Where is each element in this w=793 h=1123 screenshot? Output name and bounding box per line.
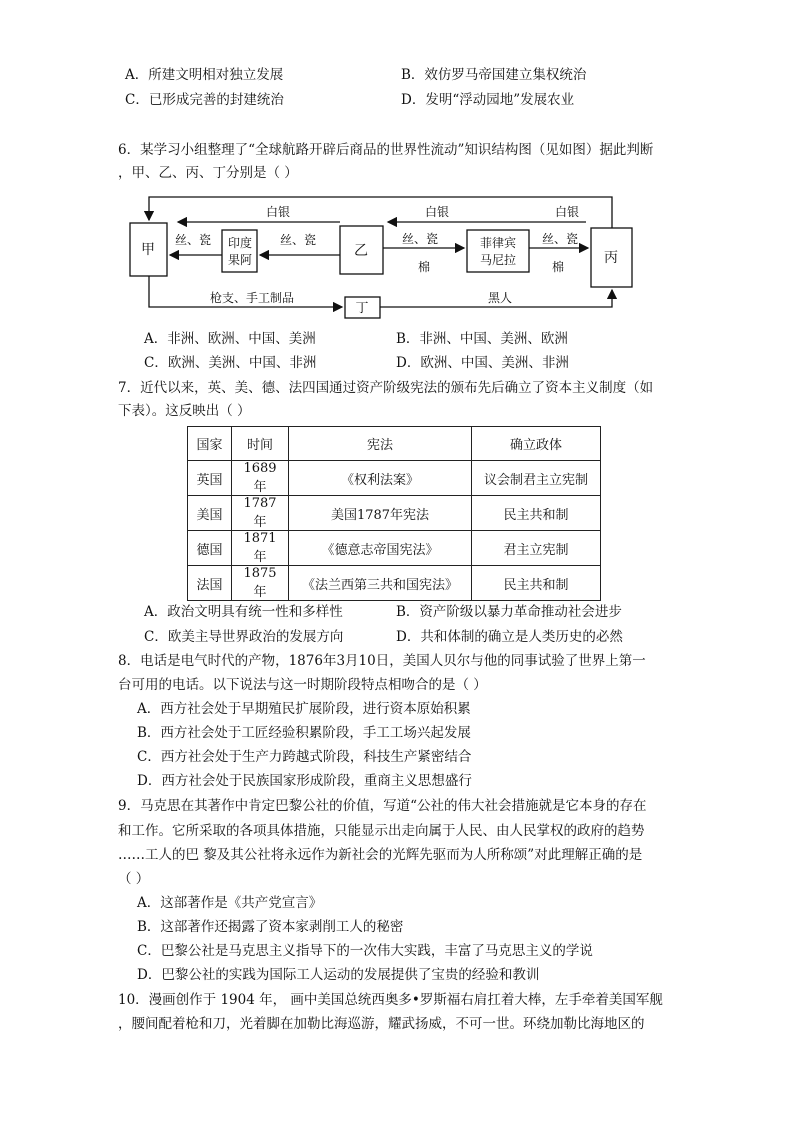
q9-option-d: D．巴黎公社的实践为国际工人运动的发展提供了宝贵的经验和教训 <box>137 967 540 983</box>
label-guns: 枪支、手工制品 <box>209 291 295 305</box>
label-silk-3: 丝、瓷 <box>401 232 439 246</box>
table-cell: 君主立宪制 <box>472 531 601 566</box>
q7-option-a: A．政治文明具有统一性和多样性 <box>144 604 343 620</box>
table-row <box>188 496 601 531</box>
label-jia: 甲 <box>141 242 155 258</box>
table-cell: 美国 <box>188 496 232 531</box>
table-cell: 民主共和制 <box>472 566 601 601</box>
table-cell: 民主共和制 <box>472 496 601 531</box>
q9-stem-line4: （ ） <box>118 871 150 887</box>
q8-stem-line1: 8．电话是电气时代的产物，1876年3月10日，美国人贝尔与他的同事试验了世界上第一 <box>118 653 646 669</box>
table-cell: 1875年 <box>232 566 289 601</box>
label-silk-4: 丝、瓷 <box>541 232 579 246</box>
q7-option-c: C．欧美主导世界政治的发展方向 <box>144 629 344 645</box>
table-cell: 英国 <box>188 461 232 496</box>
table-header: 时间 <box>232 427 289 461</box>
q6-option-b: B．非洲、中国、美洲、欧洲 <box>396 331 568 347</box>
table-row <box>188 461 601 496</box>
table-row <box>188 566 601 601</box>
label-cotton-1: 棉 <box>417 260 431 274</box>
q8-option-a: A．西方社会处于早期殖民扩展阶段，进行资本原始积累 <box>137 701 471 717</box>
q8-option-d: D．西方社会处于民族国家形成阶段，重商主义思想盛行 <box>137 773 472 789</box>
label-silk-2: 丝、瓷 <box>279 233 317 247</box>
table-header-row <box>188 427 601 461</box>
q7-option-b: B．资产阶级以暴力革命推动社会进步 <box>396 604 622 620</box>
q9-stem-line1: 9．马克思在其著作中肯定巴黎公社的价值，写道“公社的伟大社会措施就是它本身的存在 <box>118 798 647 814</box>
q10-stem-line2: ，腰间配着枪和刀，光着脚在加勒比海巡游，耀武扬威，不可一世。环绕加勒比海地区的 <box>118 1016 645 1032</box>
q8-stem-line2: 台可用的电话。以下说法与这一时期阶段特点相吻合的是（ ） <box>118 677 487 693</box>
q9-option-a: A．这部著作是《共产党宣言》 <box>137 895 323 911</box>
q9-option-b: B．这部著作还揭露了资本家剥削工人的秘密 <box>137 919 404 935</box>
q6-option-d: D．欧洲、中国、美洲、非洲 <box>396 355 569 371</box>
q5-option-d: D．发明“浮动园地”发展农业 <box>401 92 575 108</box>
table-cell: 《法兰西第三共和国宪法》 <box>289 566 472 601</box>
q8-option-c: C．西方社会处于生产力跨越式阶段，科技生产紧密结合 <box>137 749 472 765</box>
q6-option-a: A．非洲、欧洲、中国、美洲 <box>144 331 316 347</box>
table-cell: 1689年 <box>232 461 289 496</box>
table-header: 宪法 <box>289 427 472 461</box>
arrow-silver-top <box>149 197 612 228</box>
label-silver-1: 白银 <box>265 205 291 219</box>
q9-stem-line3: ……工人的巴 黎及其公社将永远作为新社会的光辉先驱而为人所称颂”对此理解正确的是 <box>118 847 643 863</box>
label-yi: 乙 <box>354 243 368 259</box>
table-cell: 1871年 <box>232 531 289 566</box>
q9-stem-line2: 和工作。它所采取的各项具体措施，只能显示出走向属于人民、由人民掌权的政府的趋势 <box>118 823 645 839</box>
label-silver-2: 白银 <box>424 205 450 219</box>
table-cell: 法国 <box>188 566 232 601</box>
q7-stem-line2: 下表）。这反映出（ ） <box>118 403 251 419</box>
table-header: 国家 <box>188 427 232 461</box>
q5-option-a: A．所建文明相对独立发展 <box>125 67 284 83</box>
q6-stem-line2: ，甲、乙、丙、丁分别是（ ） <box>118 165 298 181</box>
table-cell: 美国1787年宪法 <box>289 496 472 531</box>
q6-flow-diagram <box>0 0 793 330</box>
table-cell: 议会制君主立宪制 <box>472 461 601 496</box>
label-india-2: 果阿 <box>227 253 253 267</box>
q7-stem-line1: 7．近代以来，英、美、德、法四国通过资产阶级宪法的颁布先后确立了资本主义制度（如 <box>118 380 654 396</box>
table-cell: 1787年 <box>232 496 289 531</box>
q8-option-b: B．西方社会处于工匠经验积累阶段，手工工场兴起发展 <box>137 725 471 741</box>
q5-option-c: C．已形成完善的封建统治 <box>125 92 284 108</box>
q10-stem-line1: 10．漫画创作于 1904 年， 画中美国总统西奥多•罗斯福右肩扛着大棒，左手牵着美国军舰 <box>118 992 663 1008</box>
label-silver-3: 白银 <box>554 205 580 219</box>
label-cotton-2: 棉 <box>551 260 565 274</box>
label-slaves: 黑人 <box>487 291 513 305</box>
label-ding: 丁 <box>355 301 369 316</box>
label-silk-1: 丝、瓷 <box>174 233 212 247</box>
label-manila-1: 菲律宾 <box>479 236 517 250</box>
q7-option-d: D．共和体制的确立是人类历史的必然 <box>396 629 623 645</box>
label-manila-2: 马尼拉 <box>479 253 517 267</box>
q6-stem-line1: 6．某学习小组整理了“全球航路开辟后商品的世界性流动”知识结构图（见如图）据此判断 <box>118 142 654 158</box>
table-header: 确立政体 <box>472 427 601 461</box>
table-cell: 《德意志帝国宪法》 <box>289 531 472 566</box>
q6-option-c: C．欧洲、美洲、中国、非洲 <box>144 355 317 371</box>
table-cell: 德国 <box>188 531 232 566</box>
constitution-table <box>187 426 601 601</box>
table-cell: 《权利法案》 <box>289 461 472 496</box>
label-bing: 丙 <box>604 250 618 266</box>
q9-option-c: C．巴黎公社是马克思主义指导下的一次伟大实践，丰富了马克思主义的学说 <box>137 943 593 959</box>
label-india-1: 印度 <box>227 236 253 250</box>
table-row <box>188 531 601 566</box>
q5-option-b: B．效仿罗马帝国建立集权统治 <box>401 67 587 83</box>
